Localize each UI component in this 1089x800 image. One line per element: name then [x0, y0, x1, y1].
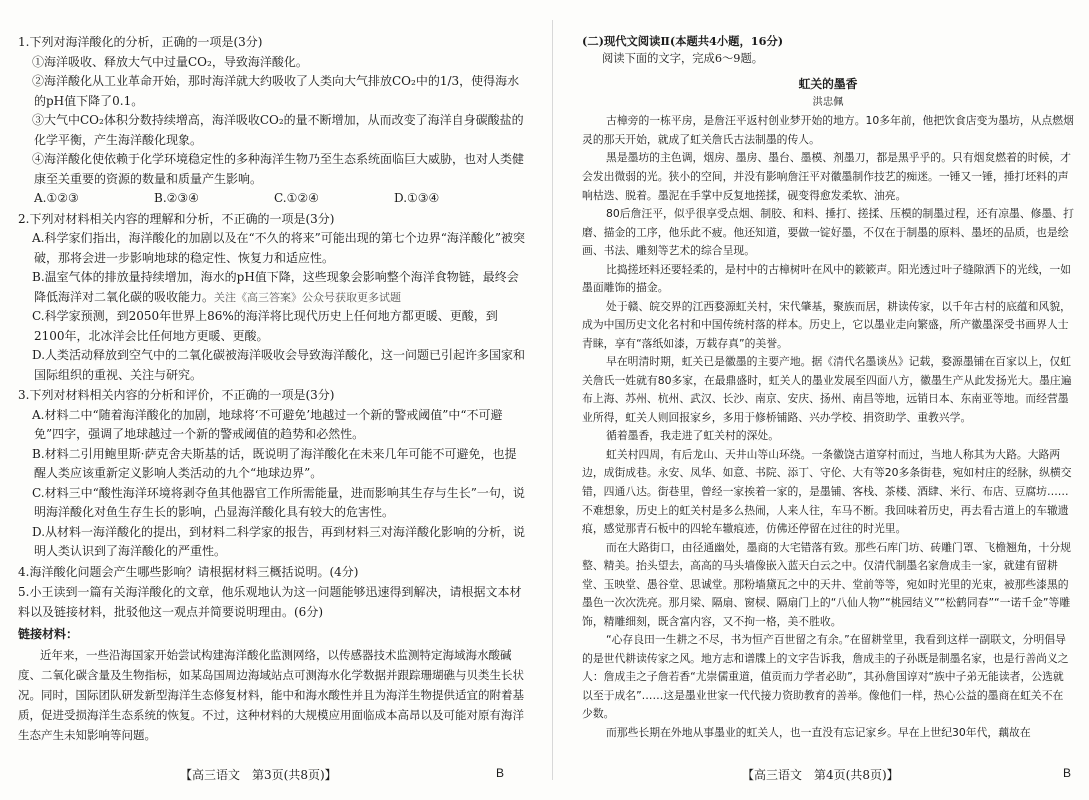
page-3-column [18, 32, 526, 745]
reading-instruction: 阅读下面的文字，完成6～9题。 [602, 52, 764, 66]
q3-option-d: D.从材料一海洋酸化的提出，到材料二科学家的报告，再到材料三对海洋酸化影响的分析，说明人类认识到了海洋酸化的严重性。 [32, 524, 526, 558]
q4-stem: 4.海洋酸化问题会产生哪些影响？请根据材料三概括说明。(4分) [18, 564, 359, 579]
article-paragraph-7: 循着墨香，我走进了虹关村的深处。 [606, 429, 780, 443]
article-paragraph-8: 虹关村四周，有后龙山、天井山等山环绕。一条徽饶古道穿村而过，当地人称其为大路。大路两边，成街成巷。永安、凤华、如意、书院、添丁、守伦、大有等20多条街巷，宛如村庄的经脉，纵横交错，四通八达。街巷里，曾经一家挨着一家的，是墨铺、客栈、茶楼、酒肆、米行、布店、豆腐坊……不难想象，历史上的虹关村是多么热闹，人来人往，车马不断。我回味着历史，再去看古道上的车辙遗痕，感觉那青石板中的四轮车辙痕迹，仿佛还停留在过往的时光里。 [582, 447, 1072, 536]
q1-choice-a: A.①②③ [34, 191, 79, 205]
q3-option-c: C.材料三中“酸性海洋环境将剥夺鱼其他器官工作所需能量，进而影响其生存与生长”一句，说明海洋酸化对鱼生存生长的影响，凸显海洋酸化具有较大的危害性。 [32, 485, 525, 519]
q2-stem: 2.下列对材料相关内容的理解和分析，不正确的一项是(3分) [18, 211, 335, 226]
q1-choices [18, 189, 526, 209]
q1-choice-b: B.②③④ [154, 191, 199, 205]
page-divider [552, 20, 553, 780]
article-paragraph-4: 比捣搓坯料还要轻柔的，是村中的古樟树叶在风中的簌簌声。阳光透过叶子缝隙洒下的光线，一如墨面雕饰的描金。 [582, 262, 1071, 295]
page-4-column [582, 32, 1074, 742]
q3-stem: 3.下列对材料相关内容的分析和评价，不正确的一项是(3分) [18, 388, 335, 402]
watermark-text: 关注《高三答案》公众号获取更多试题 [214, 290, 402, 304]
article-paragraph-6: 早在明清时期，虹关已是徽墨的主要产地。据《清代名墨谈丛》记载，婺源墨铺在百家以上，仅虹关詹氏一姓就有80多家，在最鼎盛时，虹关人的墨业发展至四面八方，徽墨生产从此发扬光大。墨庄遍布上海、苏州、杭州、武汉、长沙、南京、安庆、扬州、南昌等地，远销日本、东南亚等地。而经营墨业所得，虹关人则回报家乡，多用于修桥铺路、兴办学校、捐资助学、重教兴学。 [582, 355, 1072, 424]
page-4-footer: 【高三语文 第4页(共8页)】 [742, 768, 899, 782]
q1-item-1: ①海洋吸收、释放大气中过量CO₂，导致海洋酸化。 [32, 54, 308, 69]
article-paragraph-2: 黑是墨坊的主色调，烟房、墨房、墨台、墨模、剂墨刀，都是黑乎乎的。只有烟炱燃着的时候，才会发出微弱的光。狭小的空间，并没有影响詹汪平对徽墨制作技艺的痴迷。一锤又一锤，捶打坯料的声响枯迭、脱着。墨泥在手掌中反复地搓揉，砚变得愈发柔软、油亮。 [582, 151, 1071, 202]
q5-stem: 5.小王读到一篇有关海洋酸化的文章，他乐观地认为这一问题能够迅速得到解决，请根据文本材料以及链接材料，批驳他这一观点并简要说明理由。(6分) [18, 585, 522, 619]
article-paragraph-3: 80后詹汪平，似乎很享受点烟、制胶、和料、捶打、搓揉、压模的制墨过程，还有凉墨、修墨、打磨、描金的工序，他乐此不疲。他还知道，要做一锭好墨，不仅在于制墨的原料、墨坯的品质，也是绘画、书法、雕刻等艺术的综合呈现。 [582, 207, 1074, 258]
section-heading: (二)现代文阅读Ⅱ(本题共4小题，16分) [582, 34, 784, 48]
article-paragraph-1: 古樟旁的一栋平房，是詹汪平返村创业梦开始的地方。10多年前，他把饮食店变为墨坊，从点燃烟灵的那天开始，就成了虹关詹氏古法制墨的传人。 [582, 114, 1074, 146]
article-title: 虹关的墨香 [798, 76, 858, 91]
q2-option-d: D.人类活动释放到空气中的二氧化碳被海洋吸收会导致海洋酸化，这一问题已引起许多国家和国际组织的重视、关注与研究。 [32, 348, 526, 382]
q2-option-b-text: B.温室气体的排放量持续增加，海水的pH值下降，这些现象会影响整个海洋食物链，最终会降低海洋对二氧化碳的吸收能力。 [32, 270, 519, 304]
article-paragraph-5: 处于赣、皖交界的江西婺源虹关村，宋代肇基，聚族而居，耕读传家，以千年古村的底蕴和风貌，成为中国历史文化名村和中国传统村落的样本。历史上，它以墨业走向繁盛，所产徽墨深受书画界人士青睐，享有“落纸如漆，万载存真”的美誉。 [582, 299, 1071, 350]
page-3-footer: 【高三语文 第3页(共8页)】 [180, 768, 337, 782]
q3-option-b: B.材料二引用鲍里斯·萨克舍夫斯基的话，既说明了海洋酸化在未来几年可能不可避免，也提醒人类应该重新定义影响人类活动的九个“地球边界”。 [32, 446, 517, 480]
q1-item-2: ②海洋酸化从工业革命开始，那时海洋就大约吸收了人类向大气排放CO₂中的1/3，使得海水的pH值下降了0.1。 [32, 74, 520, 108]
q1-stem: 1.下列对海洋酸化的分析，正确的一项是(3分) [18, 35, 263, 49]
q2-option-c: C.科学家预测，到2050年世界上86%的海洋将比现代历史上任何地方都更暖、更酸，到2100年，北冰洋会比任何地方更暖、更酸。 [32, 309, 498, 343]
q2-option-a: A.科学家们指出，海洋酸化的加剧以及在“不久的将来”可能出现的第七个边界“海洋酸化”被突破，那将会进一步影响地球的稳定性、恢复力和适应性。 [32, 231, 526, 265]
link-material-text: 近年来，一些沿海国家开始尝试构建海洋酸化监测网络，以传感器技术监测特定海域海水酸碱度、二氧化碳含量及生物指标，如某岛国周边海域站点可测海水化学数据并跟踪珊瑚礁与贝类生长状况。同时，国际团队研发新型海洋生态修复材料，能中和海水酸性并且为海洋生物提供适宜的附着基质，促进受损海洋生态系统的恢复。不过，这种材料的大规模应用面临成本高昂以及可能对原有海洋生态产生未知影响等问题。 [18, 647, 524, 742]
page-3-version-mark: B [496, 766, 505, 780]
article-paragraph-9: 而在大路街口，由径通幽处，墨商的大宅错落有致。那些石库门坊、砖雕门罩、飞檐翘角，十分规整、精美。抬头望去，高高的马头墙像嵌入蓝天白云之中。仅清代制墨名家詹成圭一家，就建有留耕堂、玉映堂、愚谷堂、思诚堂。那粉墙黛瓦之中的天井、堂前等等，宛如时光里的光束，被那些漆黑的墨色一次次洗亮。那月梁、隔扇、窗棂、隔扇门上的“八仙人物”“桃园结义”“松鹤同春”“一诺千金”等雕饰，精雕细刻，既含富内容，又不拘一格，美不胜收。 [582, 540, 1071, 628]
q2-option-b [18, 268, 526, 307]
article-paragraph-11: 而那些长期在外地从事墨业的虹关人，也一直没有忘记家乡。早在上世纪30年代，藕故在 [606, 725, 1031, 739]
page-4-version-mark: B [1063, 766, 1072, 780]
q1-item-4: ④海洋酸化使依赖于化学环境稳定性的多种海洋生物乃至生态系统面临巨大威胁，也对人类健康至关重要的资源的数量和质量产生影响。 [32, 152, 525, 186]
q3-option-a: A.材料二中“随着海洋酸化的加剧，地球将‘不可避免’地越过一个新的警戒阈值”中“不可避免”四字，强调了地球越过一个新的警戒阈值的趋势和必然性。 [32, 407, 503, 441]
q1-choice-d: D.①③④ [394, 191, 440, 205]
link-material-label: 链接材料： [18, 627, 79, 641]
article-author: 洪忠佩 [812, 96, 844, 109]
q1-choice-c: C.①②④ [274, 191, 319, 205]
article-paragraph-10: “心存良田一生耕之不尽，书为恒产百世留之有余。”在留耕堂里，我看到这样一副联文，分明倡导的是世代耕读传家之风。地方志和谱牒上的文字告诉我，詹成圭的子孙既是制墨名家，也是行善尚义之人：詹成圭之子詹若香“尤崇儒重道，值贡而力学者必助”，其孙詹国谆对“族中子弟无能读者，公选就以至于成名”……这是墨业世家一代代接力资助教育的善举。像他们一样，热心公益的墨商在虹关不在少数。 [582, 633, 1069, 721]
q1-item-3: ③大气中CO₂体积分数持续增高，海洋吸收CO₂的量不断增加，从而改变了海洋自身碳酸盐的化学平衡，产生海洋酸化现象。 [32, 113, 524, 147]
